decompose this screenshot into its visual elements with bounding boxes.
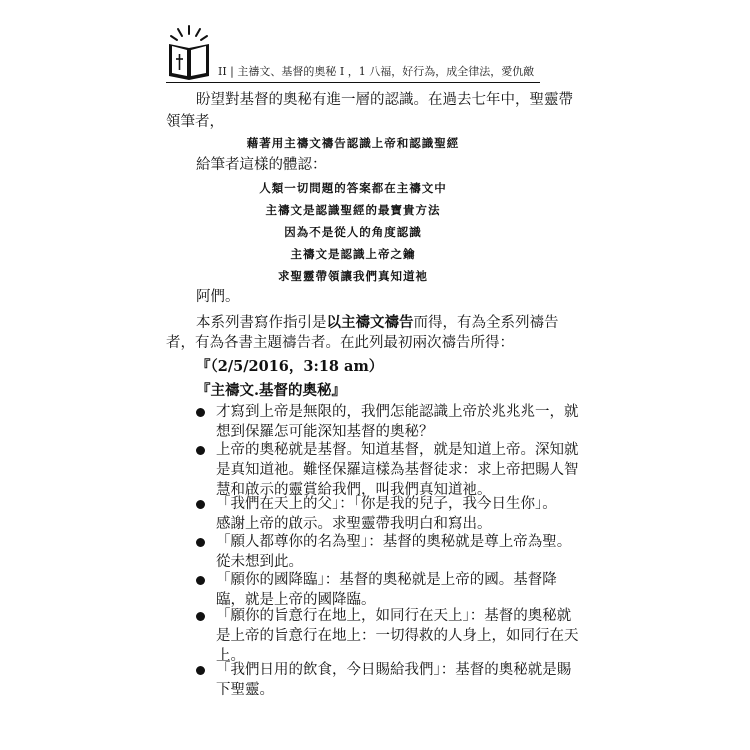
bullet-line: 上。 <box>216 648 245 664</box>
bullet-line: 慧和啟示的靈賞給我們，叫我們真知道祂。 <box>216 482 492 498</box>
bullet-line: 是上帝的旨意行在地上：一切得救的人身上，如同行在天 <box>216 628 579 644</box>
bullet-dot-icon <box>196 576 205 585</box>
centered-statement: 藉著用主禱文禱告認識上帝和認識聖經 <box>246 136 460 150</box>
centered-list-item: 主禱文是認識聖經的最寶貴方法 <box>265 203 441 217</box>
series-line-2: 者，有為各書主題禱告者。在此列最初兩次禱告所得： <box>166 335 514 351</box>
bullet-line: 是真知道祂。難怪保羅這樣為基督徒求：求上帝把賜人智 <box>216 462 579 478</box>
bullet-dot-icon <box>196 500 205 509</box>
centered-list-item: 人類一切問題的答案都在主禱文中 <box>259 181 447 195</box>
bullet-line: 下聖靈。 <box>216 682 274 698</box>
bullet-line: 「我們日用的飲食，今日賜給我們」：基督的奧秘就是賜 <box>216 662 572 678</box>
bullet-line: 「我們在天上的父」：「你是我的兒子，我今日生你」。 <box>216 496 557 512</box>
bullet-dot-icon <box>196 408 205 417</box>
bullet-dot-icon <box>196 446 205 455</box>
bullet-line: 「願你的旨意行在地上，如同行在天上」：基督的奧秘就 <box>216 608 572 624</box>
bullet-line: 從未想到此。 <box>216 554 303 570</box>
bullet-line: 感謝上帝的啟示。求聖靈帶我明白和寫出。 <box>216 516 492 532</box>
series-line-1-pre: 本系列書寫作指引是 <box>196 315 327 331</box>
bullet-line: 才寫到上帝是無限的，我們怎能認識上帝於兆兆兆一，就 <box>216 404 579 420</box>
section-title: 『主禱文.基督的奧秘』 <box>196 382 347 399</box>
bullet-dot-icon <box>196 666 205 675</box>
series-line-1 <box>196 312 559 334</box>
bullet-line: 臨，就是上帝的國降臨。 <box>216 592 376 608</box>
bullet-line: 上帝的奧秘就是基督。知道基督，就是知道上帝。深知就 <box>216 442 579 458</box>
centered-list-item: 因為不是從人的角度認識 <box>284 225 422 239</box>
header-rule <box>166 82 540 83</box>
centered-list-item: 求聖靈帶領讓我們真知道祂 <box>278 269 428 283</box>
bullet-dot-icon <box>196 538 205 547</box>
running-head: II | 主禱文、基督的奧秘 I ，1 八福，好行為，成全律法，愛仇敵 <box>218 65 535 78</box>
centered-list-item: 主禱文是認識上帝之鑰 <box>290 247 416 261</box>
date-line: 『（2/5/2016，3:18 am） <box>196 358 384 375</box>
bullet-line: 想到保羅怎可能深知基督的奧秘？ <box>216 424 434 440</box>
intro-line-2: 領筆者， <box>166 114 224 130</box>
intro-line-1: 盼望對基督的奧秘有進一層的認識。在過去七年中，聖靈帶 <box>196 92 573 108</box>
bullet-line: 「願你的國降臨」：基督的奧秘就是上帝的國。基督降 <box>216 572 557 588</box>
bullet-dot-icon <box>196 612 205 621</box>
lead-text: 給筆者這樣的體認： <box>196 157 327 173</box>
amen-text: 阿們。 <box>196 289 240 305</box>
series-line-1-post: 而得，有為全系列禱告 <box>413 315 559 331</box>
open-book-icon <box>166 24 212 80</box>
bullet-line: 「願人都尊你的名為聖」：基督的奧秘就是尊上帝為聖。 <box>216 534 572 550</box>
series-line-1-bold: 以主禱文禱告 <box>326 314 414 331</box>
